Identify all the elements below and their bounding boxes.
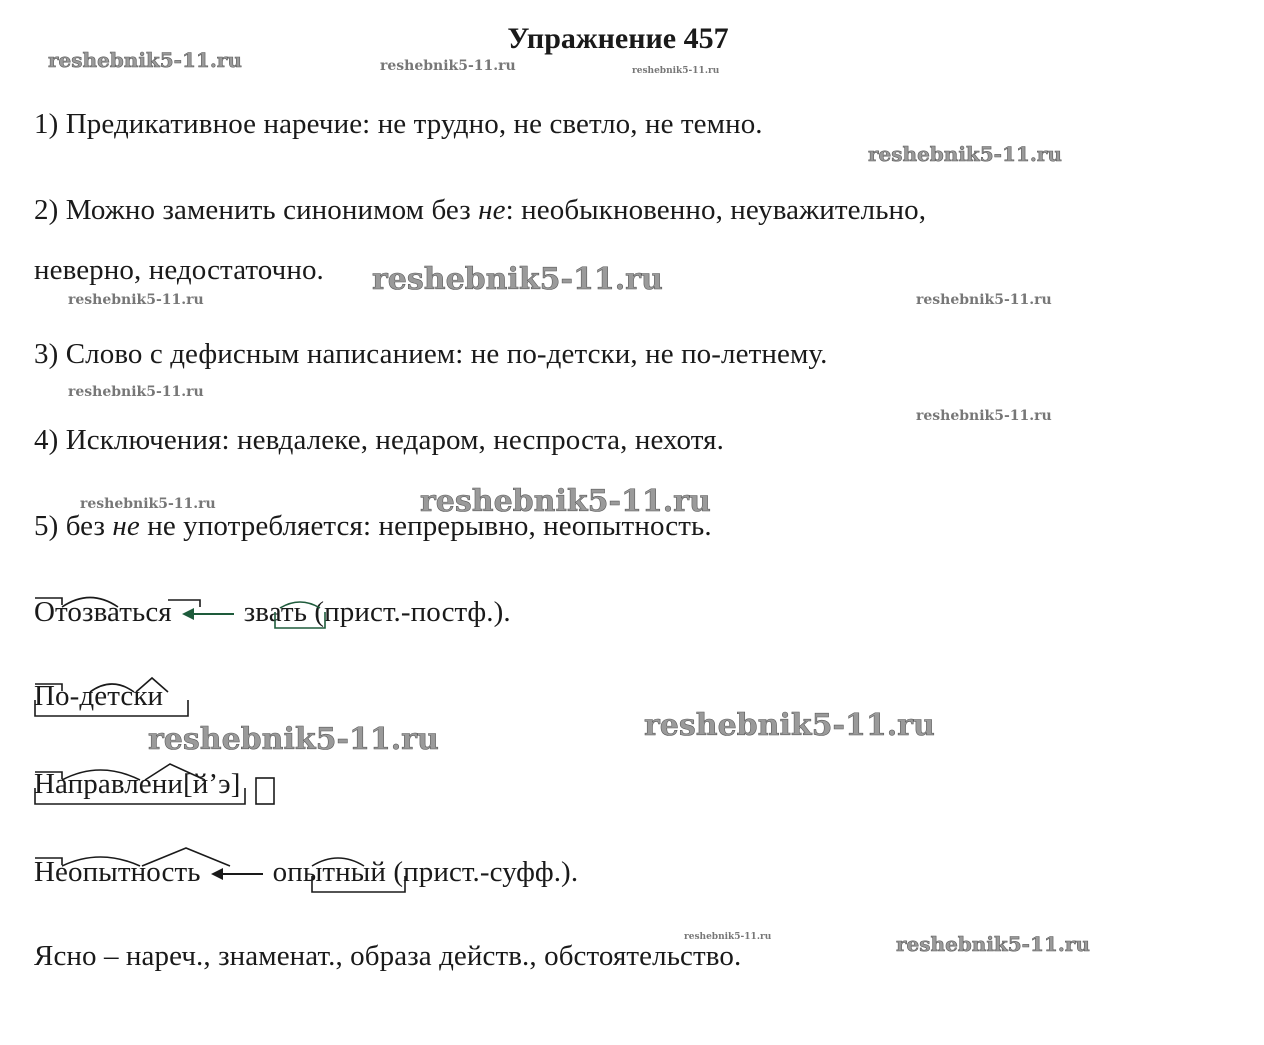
watermark: reshebnik5-11.ru xyxy=(684,932,772,942)
watermark: reshebnik5-11.ru xyxy=(916,408,1052,424)
morph-neopytnost xyxy=(34,856,578,889)
morph-word: Неопытность xyxy=(34,856,201,888)
watermark: reshebnik5-11.ru xyxy=(916,292,1052,308)
answer-line-3: 3) Слово с дефисным написанием: не по-детски, не по-летнему. xyxy=(34,338,828,370)
watermark: reshebnik5-11.ru xyxy=(632,66,720,76)
answer-line-1: 1) Предикативное наречие: не трудно, не светло, не темно. xyxy=(34,108,763,140)
formation-note: (прист.-постф.). xyxy=(307,596,511,628)
text-segment: 5) без xyxy=(34,510,113,542)
morph-word: По-детски xyxy=(34,680,164,712)
source-word: звать xyxy=(243,596,308,628)
watermark: reshebnik5-11.ru xyxy=(420,484,711,519)
morph-word: Направлени[й’э] xyxy=(34,768,241,800)
watermark: reshebnik5-11.ru xyxy=(68,384,204,400)
text-segment: не употребляется: непрерывно, неопытность. xyxy=(139,510,712,542)
answer-line-4: 4) Исключения: невдалеке, недаром, неспроста, нехотя. xyxy=(34,424,724,456)
watermark: reshebnik5-11.ru xyxy=(380,58,516,74)
page-title: Упражнение 457 xyxy=(507,22,729,55)
watermark: reshebnik5-11.ru xyxy=(80,496,216,512)
watermark: reshebnik5-11.ru xyxy=(48,48,242,72)
morph-otozvatsya xyxy=(34,596,511,629)
watermark: reshebnik5-11.ru xyxy=(896,932,1090,956)
answer-yasno: Ясно – нареч., знаменат., образа действ., обстоятельство. xyxy=(34,940,742,972)
italic-ne: не xyxy=(112,510,140,542)
watermark: reshebnik5-11.ru xyxy=(68,292,204,308)
morph-napravleniye xyxy=(34,768,240,801)
answer-line-5 xyxy=(34,510,712,543)
text-segment: 2) Можно заменить синонимом без xyxy=(34,194,479,226)
arrow-left-icon xyxy=(182,604,234,624)
watermark: reshebnik5-11.ru xyxy=(148,722,439,757)
watermark: reshebnik5-11.ru xyxy=(644,708,935,743)
italic-ne: не xyxy=(478,194,506,226)
arrow-left-icon xyxy=(211,864,263,884)
morph-word: Отозваться xyxy=(34,596,172,628)
ending-box xyxy=(256,778,274,804)
source-word: опытный xyxy=(272,856,387,888)
answer-line-2-cont: неверно, недостаточно. xyxy=(34,254,324,286)
watermark: reshebnik5-11.ru xyxy=(868,142,1062,166)
watermark: reshebnik5-11.ru xyxy=(372,262,663,297)
text-segment: : необыкновенно, неуважительно, xyxy=(505,194,927,226)
answer-line-2 xyxy=(34,194,926,227)
formation-note: (прист.-суфф.). xyxy=(386,856,579,888)
morph-po-detski xyxy=(34,680,163,713)
